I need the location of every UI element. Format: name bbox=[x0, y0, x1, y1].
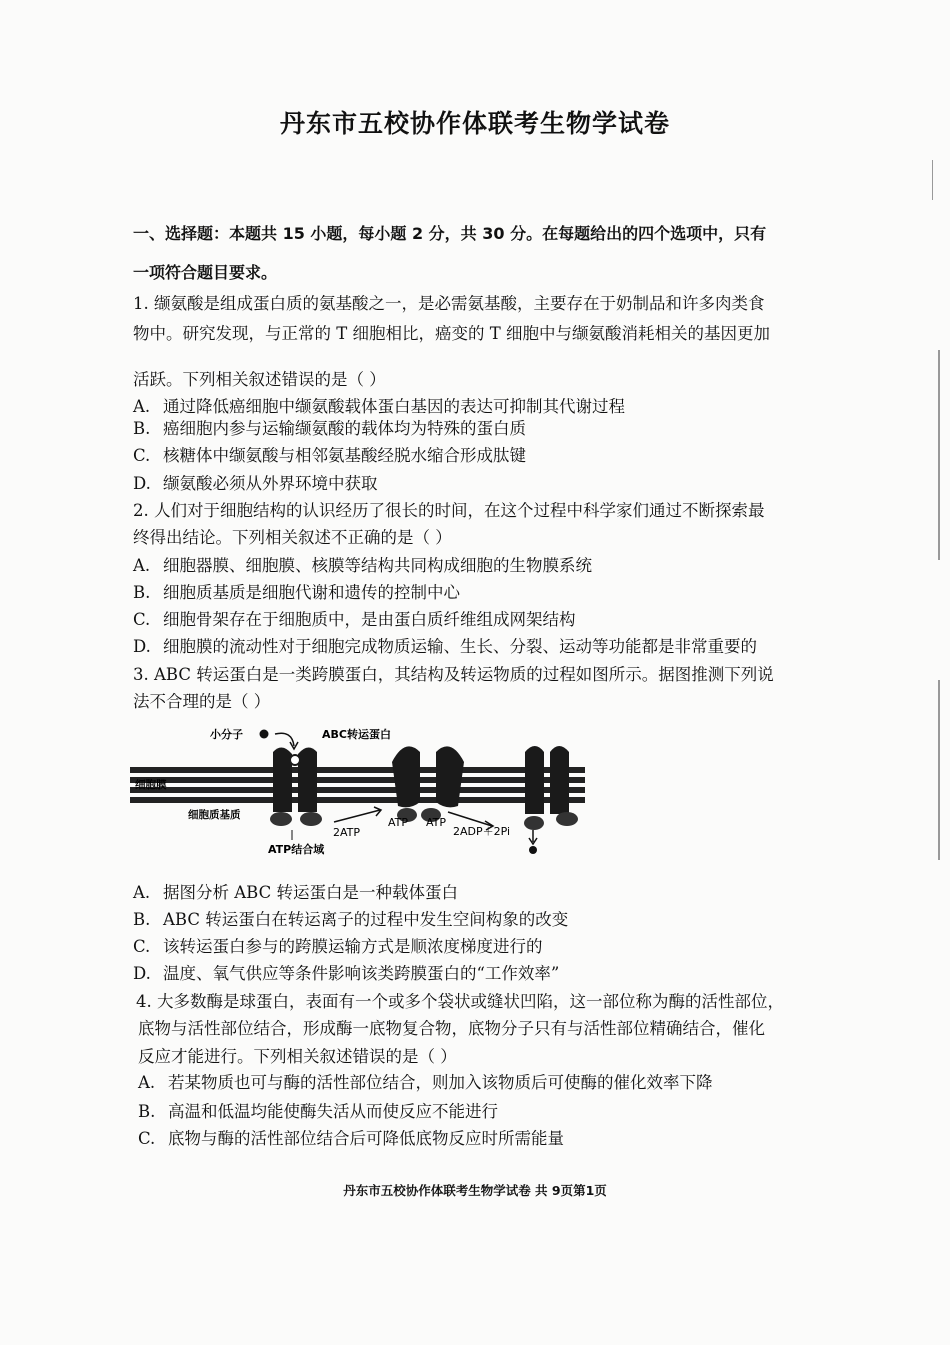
q4-option-c: C. 底物与酶的活性部位结合后可降低底物反应时所需能量 bbox=[138, 1129, 564, 1148]
q1-stem-line-2: 物中。研究发现，与正常的 T 细胞相比，癌变的 T 细胞中与缬氨酸消耗相关的基因更加 bbox=[133, 324, 770, 343]
abc-transporter-state-1 bbox=[270, 747, 322, 826]
q1-option-a: A. 通过降低癌细胞中缬氨酸载体蛋白基因的表达可抑制其代谢过程 bbox=[133, 397, 625, 416]
section-header-line-2: 一项符合题目要求。 bbox=[133, 263, 278, 282]
scan-margin-line bbox=[938, 350, 940, 560]
q3-stem-line-1: 3. ABC 转运蛋白是一类跨膜蛋白，其结构及转运物质的过程如图所示。据图推测下列说 bbox=[133, 665, 774, 684]
q3-stem-line-2: 法不合理的是（ ） bbox=[133, 692, 271, 711]
q3-option-b: B. ABC 转运蛋白在转运离子的过程中发生空间构象的改变 bbox=[133, 910, 569, 929]
scan-margin-line bbox=[938, 680, 940, 860]
q4-stem-line-3: 反应才能进行。下列相关叙述错误的是（ ） bbox=[138, 1047, 457, 1066]
small-molecule-dot bbox=[260, 730, 269, 739]
q3-option-d: D. 温度、氧气供应等条件影响该类跨膜蛋白的“工作效率” bbox=[133, 964, 560, 983]
q4-stem-line-2: 底物与活性部位结合，形成酶一底物复合物，底物分子只有与活性部位精确结合，催化 bbox=[138, 1019, 765, 1038]
q3-option-a: A. 据图分析 ABC 转运蛋白是一种载体蛋白 bbox=[133, 883, 458, 902]
q4-stem-line-1: 4. 大多数酶是球蛋白，表面有一个或多个袋状或缝状凹陷，这一部位称为酶的活性部位， bbox=[136, 992, 784, 1011]
q1-option-c: C. 核糖体中缬氨酸与相邻氨基酸经脱水缩合形成肽键 bbox=[133, 446, 526, 465]
q1-option-d: D. 缬氨酸必须从外界环境中获取 bbox=[133, 474, 378, 493]
label-atp-domain: ATP结合域 bbox=[268, 843, 325, 856]
abc-transporter-figure bbox=[130, 722, 600, 862]
page-title: 丹东市五校协作体联考生物学试卷 bbox=[279, 109, 670, 138]
q2-option-a: A. 细胞器膜、细胞膜、核膜等结构共同构成细胞的生物膜系统 bbox=[133, 556, 592, 575]
label-atp-2: ATP bbox=[426, 816, 447, 829]
q1-option-b: B. 癌细胞内参与运输缬氨酸的载体均为特殊的蛋白质 bbox=[133, 419, 526, 438]
q2-stem-line-2: 终得出结论。下列相关叙述不正确的是（ ） bbox=[133, 528, 452, 547]
label-cytoplasm: 细胞质基质 bbox=[188, 809, 241, 821]
label-abc-transporter: ABC转运蛋白 bbox=[322, 728, 391, 741]
q2-stem-line-1: 2. 人们对于细胞结构的认识经历了很长的时间，在这个过程中科学家们通过不断探索最 bbox=[133, 501, 765, 520]
q4-option-a: A. 若某物质也可与酶的活性部位结合，则加入该物质后可使酶的催化效率下降 bbox=[138, 1073, 713, 1092]
page-footer: 丹东市五校协作体联考生物学试卷 共 9页第1页 bbox=[343, 1183, 607, 1198]
label-2atp: 2ATP bbox=[333, 826, 361, 839]
cell-membrane-bilayer bbox=[130, 767, 585, 803]
q3-option-c: C. 该转运蛋白参与的跨膜运输方式是顺浓度梯度进行的 bbox=[133, 937, 543, 956]
label-cell-membrane: 细胞膜 bbox=[135, 779, 167, 791]
q2-option-c: C. 细胞骨架存在于细胞质中，是由蛋白质纤维组成网架结构 bbox=[133, 610, 576, 629]
label-small-molecule: 小分子 bbox=[210, 728, 243, 741]
label-adp-pi: 2ADP＋2Pi bbox=[453, 825, 511, 838]
scan-margin-line bbox=[932, 160, 933, 200]
q2-option-b: B. 细胞质基质是细胞代谢和遗传的控制中心 bbox=[133, 583, 460, 602]
q1-stem-line-1: 1. 缬氨酸是组成蛋白质的氨基酸之一，是必需氨基酸，主要存在于奶制品和许多肉类食 bbox=[133, 294, 765, 313]
section-header-line-1: 一、选择题：本题共 15 小题，每小题 2 分，共 30 分。在每题给出的四个选项中，只有 bbox=[133, 224, 767, 243]
q4-option-b: B. 高温和低温均能使酶失活从而使反应不能进行 bbox=[138, 1102, 498, 1121]
abc-transporter-state-2 bbox=[392, 746, 464, 822]
q1-stem-line-3: 活跃。下列相关叙述错误的是（ ） bbox=[133, 370, 386, 389]
q2-option-d: D. 细胞膜的流动性对于细胞完成物质运输、生长、分裂、运动等功能都是非常重要的 bbox=[133, 637, 757, 656]
label-atp-1: ATP bbox=[388, 816, 409, 829]
